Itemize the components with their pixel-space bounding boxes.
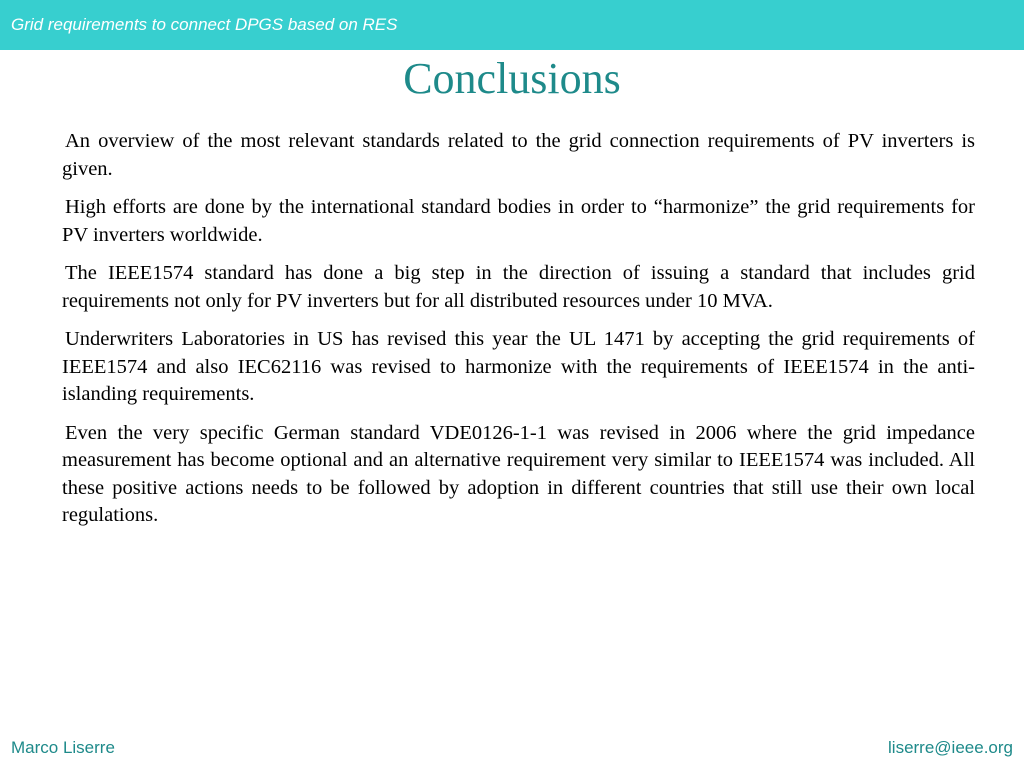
paragraph: The IEEE1574 standard has done a big step in the direction of issuing a standard that includes grid requirements not only for PV inverters but for all distributed resources under 10 MVA. — [62, 262, 975, 312]
paragraph: An overview of the most relevant standards related to the grid connection requirements of PV inverters is given. — [62, 130, 975, 180]
paragraph: Even the very specific German standard VDE0126-1-1 was revised in 2006 where the grid impedance measurement has become optional and an alternative requirement very similar to IEEE1574 was included. All these positive actions needs to be followed by adoption in different countries that still use their own local regulations. — [62, 421, 975, 526]
slide-title: Conclusions — [403, 54, 621, 103]
header-band — [0, 0, 1024, 50]
paragraph: Underwriters Laboratories in US has revised this year the UL 1471 by accepting the grid requirements of IEEE1574 and also IEC62116 was revised to harmonize with the requirements of IEEE1574 in the anti-islanding requirements. — [62, 328, 975, 405]
header-text: Grid requirements to connect DPGS based on RES — [11, 15, 398, 34]
footer-author: Marco Liserre — [11, 738, 115, 757]
footer-email[interactable]: liserre@ieee.org — [888, 738, 1013, 757]
paragraph: High efforts are done by the international standard bodies in order to “harmonize” the grid requirements for PV inverters worldwide. — [62, 196, 975, 246]
slide-body — [62, 128, 975, 541]
